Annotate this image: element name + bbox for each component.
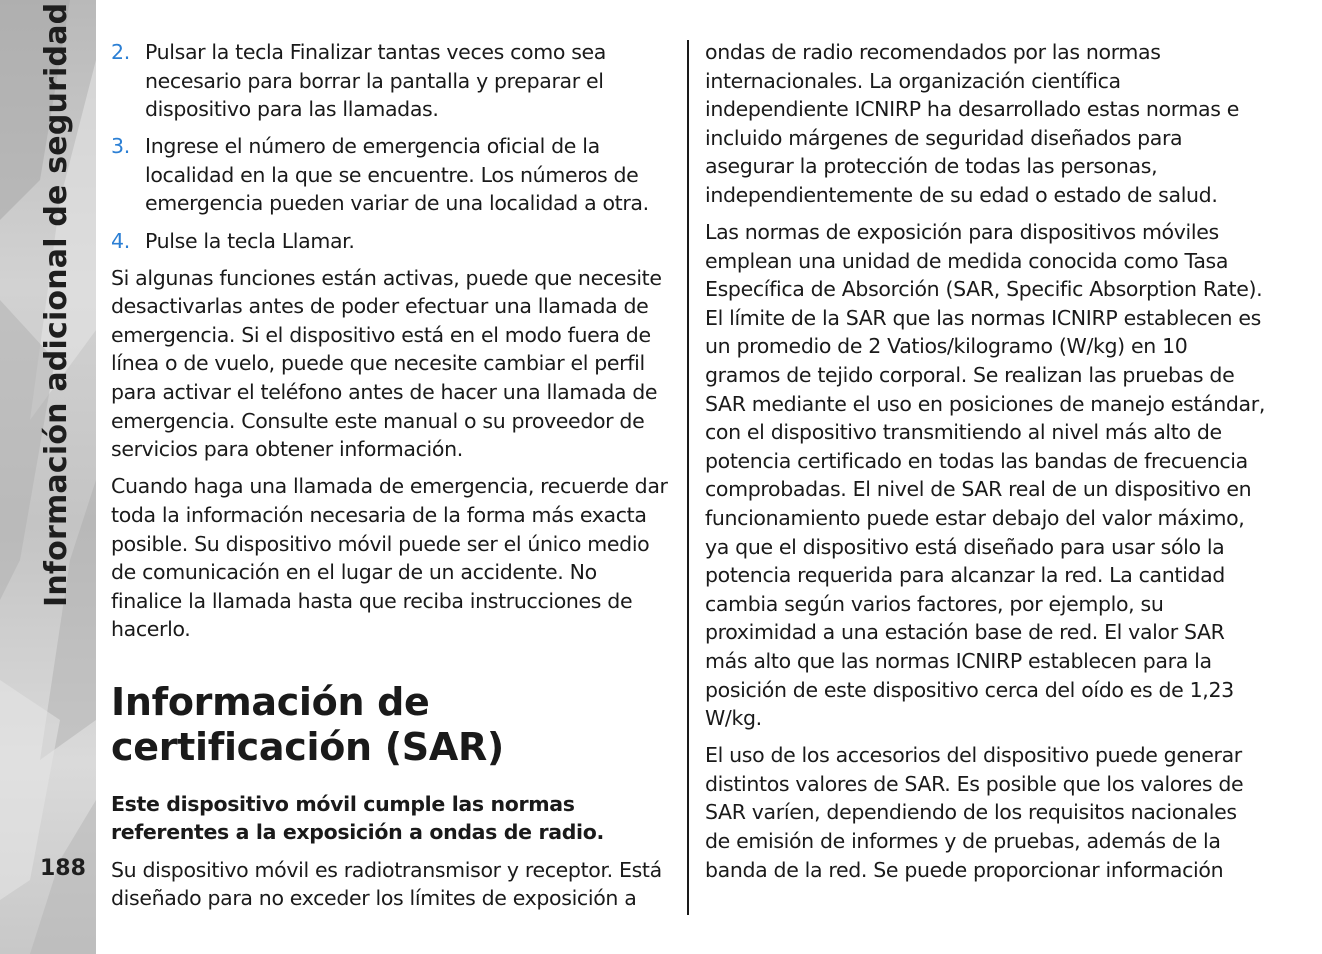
right-column [705, 38, 1267, 893]
step-item [111, 227, 673, 256]
step-text: Ingrese el número de emergencia oficial de la localidad en la que se encuentre. Los números de emergencia pueden variar de una localidad a otra. [145, 134, 649, 216]
section-heading: Información de certificación (SAR) [111, 679, 504, 769]
body-paragraph: Cuando haga una llamada de emergencia, recuerde dar toda la información necesaria de la forma más exacta posible. Su dispositivo móvil puede ser el único medio de comunicación en el lugar de un accidente. No finalice la llamada hasta que reciba instrucciones de hacerlo. [111, 474, 668, 642]
step-number: 4. [111, 228, 130, 253]
step-item [111, 132, 673, 218]
body-paragraph: Si algunas funciones están activas, puede que necesite desactivarlas antes de poder efectuar una llamada de emergencia. Si el dispositivo está en el modo fuera de línea o de vuelo, puede que necesite cambiar el perfil para activar el teléfono antes de hacer una llamada de emergencia. Consulte este manual o su proveedor de servicios para obtener información. [111, 265, 662, 462]
body-paragraph: Su dispositivo móvil es radiotransmisor y receptor. Está diseñado para no exceder los límites de exposición a [111, 857, 662, 911]
step-text: Pulsar la tecla Finalizar tantas veces como sea necesario para borrar la pantalla y preparar el dispositivo para las llamadas. [145, 40, 607, 122]
step-number: 3. [111, 134, 130, 159]
step-item [111, 38, 673, 124]
body-paragraph: Las normas de exposición para dispositivos móviles emplean una unidad de medida conocida como Tasa Específica de Absorción (SAR, Specific Absorption Rate). El límite de la SAR que las normas ICNIRP establecen es un promedio de 2 Vatios/kilogramo (W/kg) en 10 gramos de tejido corporal. Se realizan las pruebas de SAR mediante el uso en posiciones de manejo estándar, con el dispositivo transmitiendo al nivel más alto de potencia certificado en todas las bandas de frecuencia comprobadas. El nivel de SAR real de un dispositivo en funcionamiento puede estar debajo del valor máximo, ya que el dispositivo está diseñado para usar sólo la potencia requerida para alcanzar la red. La cantidad cambia según varios factores, por ejemplo, su proximidad a una estación base de red. El valor SAR más alto que las normas ICNIRP establecen para la posición de este dispositivo cerca del oído es de 1,23 W/kg. [705, 220, 1265, 731]
page-number: 188 [40, 856, 86, 881]
section-subheading: Este dispositivo móvil cumple las normas referentes a la exposición a ondas de radio. [111, 791, 604, 845]
left-column [111, 38, 673, 921]
section-title: Información adicional de seguridad [39, 2, 74, 607]
body-paragraph: ondas de radio recomendados por las normas internacionales. La organización científica independiente ICNIRP ha desarrollado estas normas e incluido márgenes de seguridad diseñados para asegurar la protección de todas las personas, independientemente de su edad o estado de salud. [705, 40, 1240, 207]
body-paragraph: El uso de los accesorios del dispositivo puede generar distintos valores de SAR. Es posible que los valores de SAR varíen, dependiendo de los requisitos nacionales de emisión de informes y de pruebas, además de la banda de la red. Se puede proporcionar información [705, 743, 1244, 882]
step-number: 2. [111, 40, 130, 64]
sidebar [0, 0, 96, 954]
column-divider [687, 40, 689, 915]
step-text: Pulse la tecla Llamar. [145, 228, 355, 253]
